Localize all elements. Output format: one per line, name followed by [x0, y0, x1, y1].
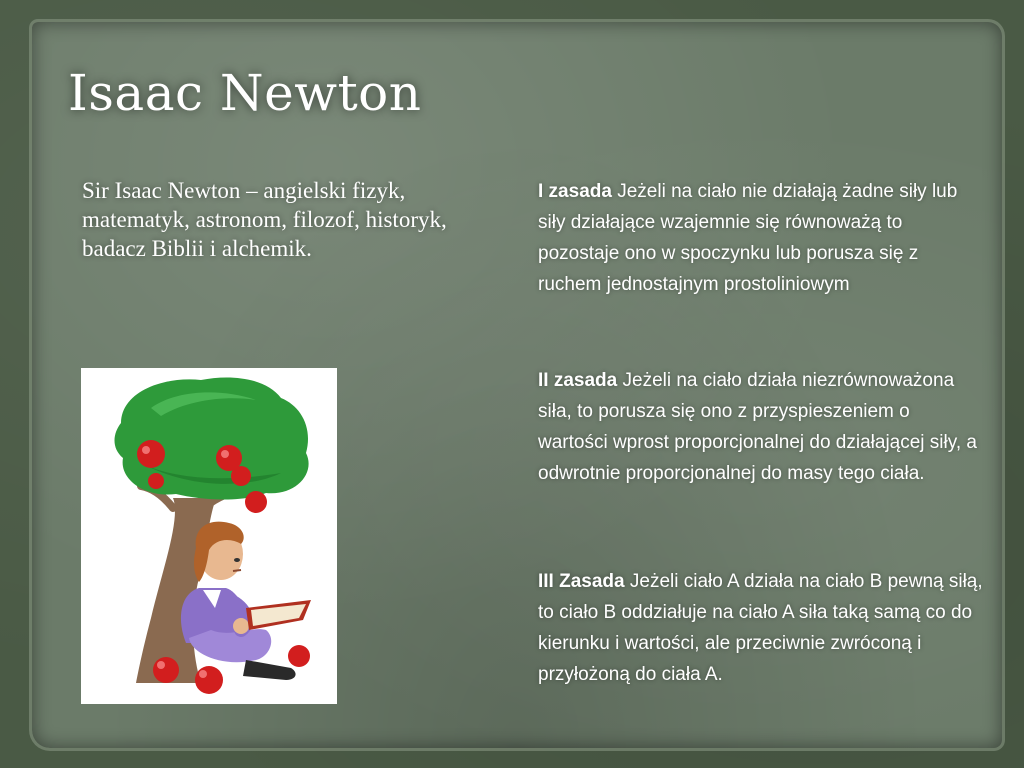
law-1-label: I zasada	[538, 181, 612, 202]
page-title: Isaac Newton	[68, 64, 422, 122]
law-3-text: Jeżeli ciało A działa na ciało B pewną siłą, to ciało B oddziałuje na ciało A siła taką samą co do kierunku i wartości, ale przeciwnie zwróconą i przyłożoną do ciała A.	[538, 571, 983, 685]
law-1	[538, 176, 983, 300]
law-2-text: Jeżeli na ciało działa niezrównoważona siła, to porusza się ono z przyspieszeniem o wartości wprost proporcjonalnej do działającej siły, a odwrotnie proporcjonalnej do masy tego ciała.	[538, 370, 977, 484]
law-1-text: Jeżeli na ciało nie działają żadne siły lub siły działające wzajemnie się równoważą to pozostaje ono w spoczynku lub porusza się z ruchem jednostajnym prostoliniowym	[538, 181, 958, 295]
intro-text: Sir Isaac Newton – angielski fizyk, matematyk, astronom, filozof, historyk, badacz Biblii i alchemik.	[82, 178, 447, 261]
newton-illustration	[81, 368, 337, 704]
law-2-label: II zasada	[538, 370, 618, 391]
newton-under-apple-tree-icon	[81, 368, 337, 704]
law-2	[538, 365, 983, 489]
law-3	[538, 566, 983, 690]
law-3-label: III Zasada	[538, 571, 625, 592]
